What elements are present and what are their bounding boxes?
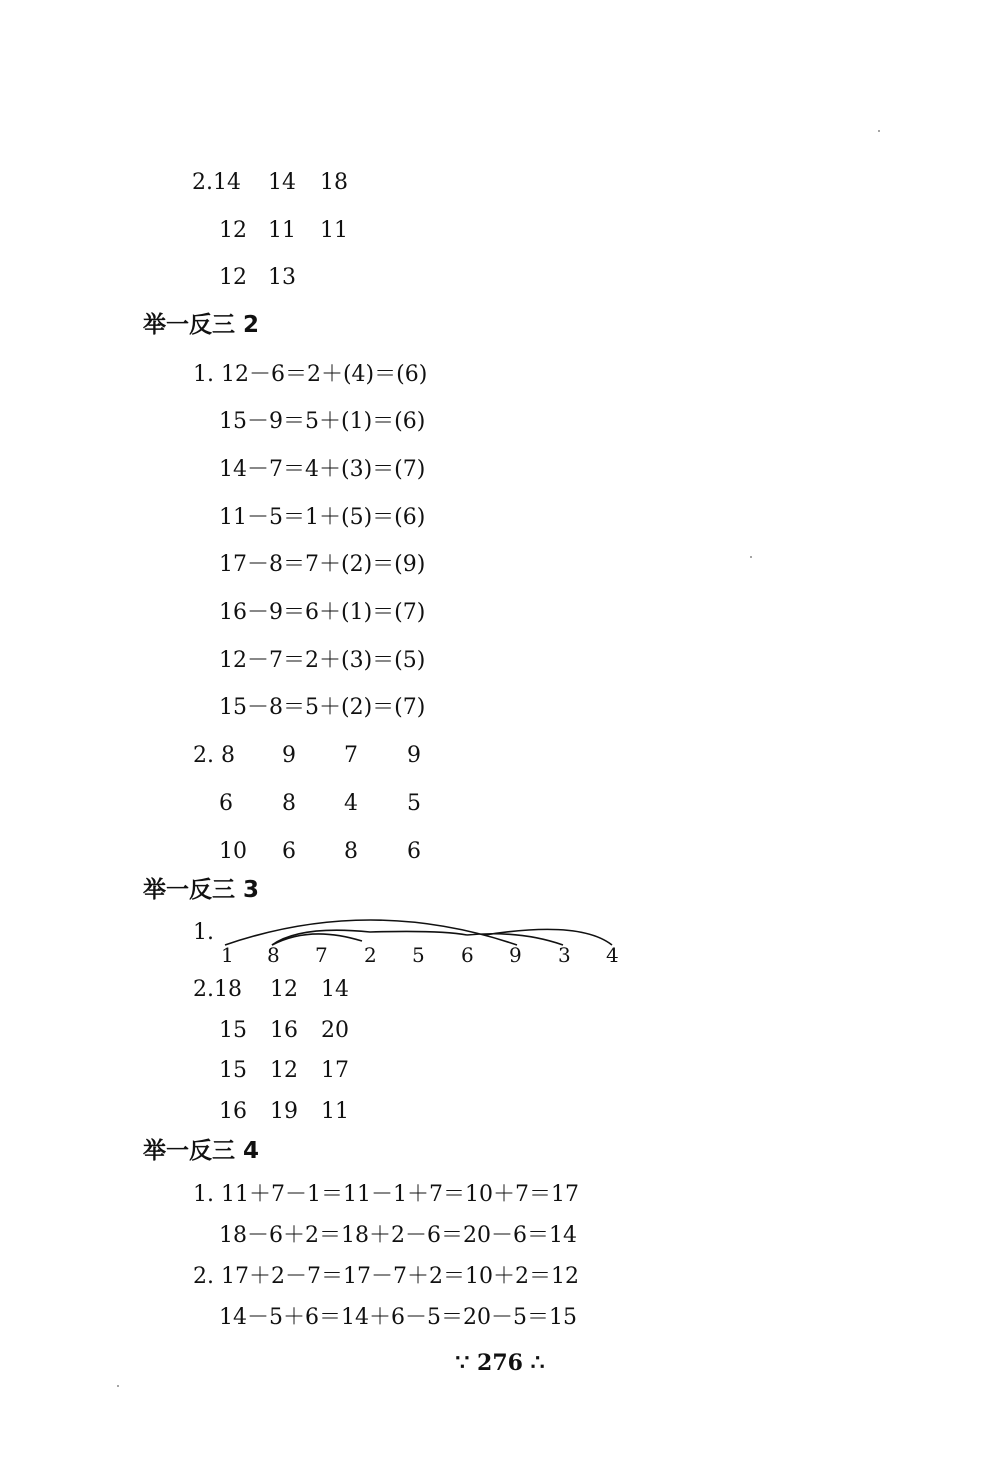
s2-q1-line-7: 12－7＝2＋(3)＝(5) [219,648,426,673]
s2-q2-r3-c1: 10 [219,839,247,864]
s2-q1-line-3: 14－7＝4＋(3)＝(7) [219,457,426,482]
sequence-number: 2 [364,943,377,967]
top-row-2-col-3: 11 [320,218,348,243]
s2-q2-r3-c4: 6 [407,839,421,864]
s4-line-1: 1. 11＋7－1＝11－1＋7＝10＋7＝17 [193,1182,579,1207]
s3-q2-r1-c3: 14 [321,977,349,1002]
scan-speck [878,130,880,132]
sequence-number: 5 [412,943,425,967]
sequence-number: 7 [315,943,328,967]
s3-q2-r3-c2: 12 [270,1058,298,1083]
s3-q2-r4-c2: 19 [270,1099,298,1124]
top-row-2-col-1: 12 [219,218,247,243]
left-dots-ornament: ∵ [455,1350,478,1376]
top-row-3-col-2: 13 [268,265,296,290]
s3-q2-r3-c1: 15 [219,1058,247,1083]
s2-q2-r2-c3: 4 [344,791,358,816]
right-dots-ornament: ∴ [522,1350,545,1376]
s4-line-3: 2. 17＋2－7＝17－7＋2＝10＋2＝12 [193,1264,579,1289]
sequence-number: 1 [221,943,234,967]
scan-speck [750,556,752,558]
s3-q2-r1-c2: 12 [270,977,298,1002]
s2-q1-line-4: 11－5＝1＋(5)＝(6) [219,505,426,530]
top-row-1-col-2: 14 [268,170,296,195]
s2-q1-line-6: 16－9＝6＋(1)＝(7) [219,600,426,625]
sequence-number: 6 [461,943,474,967]
s4-line-4: 14－5＋6＝14＋6－5＝20－5＝15 [219,1305,577,1330]
top-row-1-col-3: 18 [320,170,348,195]
s2-q1-line-5: 17－8＝7＋(2)＝(9) [219,552,426,577]
s3-q2-r4-c1: 16 [219,1099,247,1124]
s2-q2-r2-c1: 6 [219,791,233,816]
section-heading-4: 举一反三 4 [143,1138,260,1164]
s2-q2-r1-c4: 9 [407,743,421,768]
s3-q1-label: 1. [193,920,214,945]
s2-q2-r2-c4: 5 [407,791,421,816]
s2-q2-r1-c1: 2. 8 [193,743,235,768]
sequence-number: 9 [509,943,522,967]
s2-q2-r3-c3: 8 [344,839,358,864]
s2-q2-r1-c3: 7 [344,743,358,768]
page-number: 276 [477,1350,523,1376]
s3-q2-r4-c3: 11 [321,1099,349,1124]
s2-q1-line-2: 15－9＝5＋(1)＝(6) [219,409,426,434]
top-row-2-col-2: 11 [268,218,296,243]
sequence-number: 3 [558,943,571,967]
s3-q2-r1-c1: 2.18 [193,977,242,1002]
s3-q2-r3-c3: 17 [321,1058,349,1083]
s2-q1-line-1: 1. 12－6＝2＋(4)＝(6) [193,362,428,387]
top-row-1-col-1: 2.14 [192,170,241,195]
scan-speck [117,1385,119,1387]
s3-q2-r2-c1: 15 [219,1018,247,1043]
section-heading-3: 举一反三 3 [143,877,260,903]
s3-q2-r2-c3: 20 [321,1018,349,1043]
page-footer [0,1352,1000,1374]
s2-q1-line-8: 15－8＝5＋(2)＝(7) [219,695,426,720]
s3-q2-r2-c2: 16 [270,1018,298,1043]
top-row-3-col-1: 12 [219,265,247,290]
s4-line-2: 18－6＋2＝18＋2－6＝20－6＝14 [219,1223,577,1248]
s2-q2-r1-c2: 9 [282,743,296,768]
sequence-number: 8 [267,943,280,967]
s2-q2-r3-c2: 6 [282,839,296,864]
sequence-number: 4 [606,943,619,967]
section-heading-2: 举一反三 2 [143,312,260,338]
s2-q2-r2-c2: 8 [282,791,296,816]
